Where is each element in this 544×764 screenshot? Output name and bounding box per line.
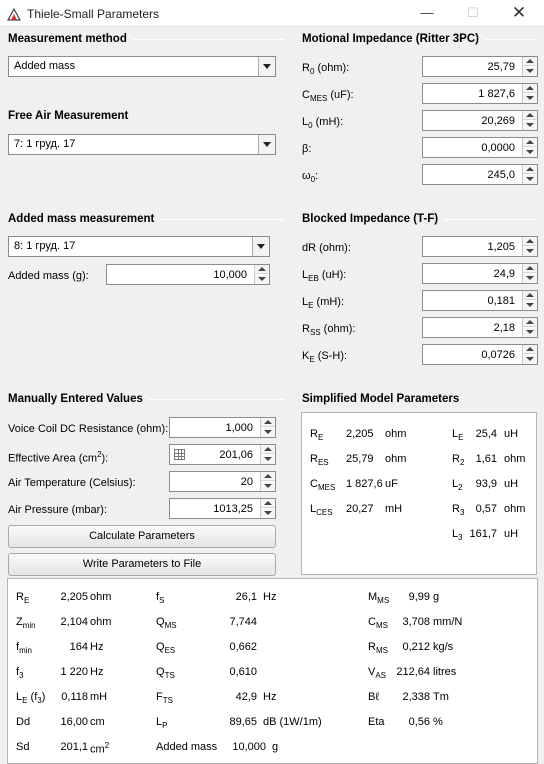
spin-up-icon[interactable] [261,418,275,427]
results-symbol: $f_{min}$ [16,641,32,656]
spin-up-icon[interactable] [523,111,537,120]
results-value: 201,1 [60,741,88,753]
blocked-spinner-3[interactable] [522,318,537,337]
measurement-method-select[interactable] [8,56,276,77]
spin-down-icon[interactable] [523,148,537,157]
window-title: Thiele-Small Parameters [27,7,160,21]
simplified-right-symbol: $L_3$ [452,528,463,543]
effective-area-spinner[interactable] [260,445,275,464]
blocked-spinner-1[interactable] [522,264,537,283]
spin-up-icon[interactable] [255,265,269,274]
motional-input-1[interactable] [422,83,538,104]
results-unit: Hz [90,666,104,678]
results-unit: mH [90,691,108,703]
results-symbol: $Q_{MS}$ [156,616,177,631]
spin-down-icon[interactable] [523,67,537,76]
results-symbol: $L_E$ $(f_3)$ [16,691,46,706]
results-symbol: Added mass [156,741,218,753]
spin-up-icon[interactable] [523,237,537,246]
results-value: 0,662 [229,641,257,653]
measurement-method-header [8,33,284,45]
air-pressure-spinner[interactable] [260,499,275,518]
simplified-right-value: 93,9 [475,478,497,490]
motional-input-4[interactable] [422,164,538,185]
results-value: 2,205 [60,591,88,603]
simplified-panel [301,412,537,575]
results-symbol: Dd [16,716,31,728]
motional-label-0: $R_0$ (ohm): [302,62,350,77]
spin-down-icon[interactable] [261,428,275,437]
motional-title: Motional Impedance (Ritter 3PC) [302,33,479,45]
simplified-right-unit: uH [504,478,519,490]
results-unit: kg/s [433,641,454,653]
simplified-left-unit: ohm [385,453,407,465]
results-value: 2,104 [60,616,88,628]
spin-down-icon[interactable] [523,355,537,364]
blocked-input-0[interactable] [422,236,538,257]
motional-spinner-4[interactable] [522,165,537,184]
results-symbol: $R_E$ [16,591,30,606]
simplified-right-symbol: $R_2$ [452,453,465,468]
added-mass-select[interactable] [8,236,270,257]
spin-down-icon[interactable] [523,121,537,130]
results-unit: ohm [90,616,112,628]
results-symbol: $f_S$ [156,591,165,606]
simplified-left-value: 20,27 [346,503,374,515]
calculate-parameters-button[interactable]: Calculate Parameters [8,525,276,548]
results-value: 164 [69,641,88,653]
results-value: 1 220 [60,666,88,678]
results-symbol: $M_{MS}$ [368,591,390,606]
spin-up-icon[interactable] [523,138,537,147]
simplified-left-unit: mH [385,503,403,515]
air-temperature-spinner[interactable] [260,472,275,491]
voice-coil-label: Voice Coil DC Resistance (ohm): [8,423,169,435]
results-unit: ohm [90,591,112,603]
spin-up-icon[interactable] [523,291,537,300]
app-icon [6,6,22,22]
motional-value-3: 0,0000 [481,142,515,154]
motional-label-3: β: [302,143,312,155]
spin-up-icon[interactable] [523,318,537,327]
simplified-right-symbol: $R_3$ [452,503,465,518]
simplified-right-unit: ohm [504,453,526,465]
spin-down-icon[interactable] [255,275,269,284]
results-value: 10,000 [232,741,266,753]
blocked-label-0: dR (ohm): [302,242,351,254]
simplified-right-unit: uH [504,528,519,540]
results-symbol: $V_{AS}$ [368,666,387,681]
results-unit: g [272,741,279,753]
simplified-right-symbol: $L_2$ [452,478,463,493]
chevron-down-icon[interactable] [252,237,269,256]
motional-label-4: $\omega_0$: [302,170,319,185]
results-value: 42,9 [235,691,257,703]
results-value: 16,00 [60,716,88,728]
blocked-value-1: 24,9 [493,268,515,280]
blocked-header [302,213,538,225]
motional-label-2: $L_0$ (mH): [302,116,344,131]
simplified-left-value: 1 827,6 [346,478,383,490]
calculator-icon[interactable] [174,449,185,460]
results-value: 9,99 [408,591,430,603]
simplified-right-symbol: $L_E$ [452,428,464,443]
air-temperature-input[interactable] [169,471,276,492]
added-mass-header [8,213,284,225]
spin-down-icon[interactable] [523,94,537,103]
blocked-input-4[interactable] [422,344,538,365]
simplified-left-symbol: $L_{CES}$ [310,503,333,518]
results-unit: $cm^2$ [90,741,110,756]
spin-down-icon[interactable] [523,247,537,256]
results-value: 0,610 [229,666,257,678]
write-parameters-button[interactable]: Write Parameters to File [8,553,276,576]
chevron-down-icon[interactable] [258,57,275,76]
simplified-right-value: 1,61 [475,453,497,465]
results-panel [7,578,538,764]
results-symbol: $C_{MS}$ [368,616,388,631]
results-unit: cm [90,716,105,728]
measurement-method-value: Added mass [14,60,76,72]
title-bar [0,0,544,27]
results-unit: Hz [263,591,277,603]
spin-up-icon[interactable] [261,472,275,481]
maximize-button[interactable]: ☐ [467,5,479,20]
spin-up-icon[interactable] [523,264,537,273]
blocked-value-4: 0,0726 [481,349,515,361]
added-mass-value: 8: 1 груд. 17 [14,240,76,252]
air-temperature-label: Air Temperature (Celsius): [8,477,136,489]
blocked-value-3: 2,18 [493,322,515,334]
blocked-title: Blocked Impedance (T-F) [302,213,439,225]
free-air-select[interactable] [8,134,276,155]
spin-down-icon[interactable] [523,175,537,184]
minimize-button[interactable]: — [420,5,434,20]
simplified-left-unit: ohm [385,428,407,440]
results-unit: mm/N [433,616,463,628]
air-pressure-label: Air Pressure (mbar): [8,504,108,516]
spin-down-icon[interactable] [523,274,537,283]
blocked-input-2[interactable] [422,290,538,311]
simplified-left-symbol: $C_{MES}$ [310,478,336,493]
results-value: 3,708 [402,616,430,628]
added-mass-spinner[interactable] [254,265,269,284]
results-symbol: $Z_{min}$ [16,616,36,631]
added-mass-input-value: 10,000 [213,269,247,281]
results-unit: litres [433,666,457,678]
simplified-title: Simplified Model Parameters [302,393,460,405]
effective-area-value: 201,06 [219,449,253,461]
motional-label-1: $C_{MES}$ (uF): [302,89,354,104]
air-pressure-input[interactable] [169,498,276,519]
results-symbol: $R_{MS}$ [368,641,388,656]
results-value: 0,56 [408,716,430,728]
simplified-left-value: 25,79 [346,453,374,465]
spin-up-icon[interactable] [523,345,537,354]
results-symbol: $f_3$ [16,666,24,681]
measurement-method-title: Measurement method [8,33,127,45]
effective-area-input[interactable] [169,444,276,465]
simplified-right-unit: uH [504,428,519,440]
results-symbol: Eta [368,716,385,728]
motional-value-1: 1 827,6 [478,88,515,100]
results-value: 26,1 [235,591,257,603]
spin-down-icon[interactable] [261,509,275,518]
blocked-value-0: 1,205 [487,241,515,253]
motional-input-3[interactable] [422,137,538,158]
results-symbol: $Q_{ES}$ [156,641,176,656]
results-value: 212,64 [396,666,430,678]
simplified-left-value: 2,205 [346,428,374,440]
results-value: 2,338 [402,691,430,703]
simplified-right-unit: ohm [504,503,526,515]
free-air-header [8,110,284,122]
results-value: 7,744 [229,616,257,628]
voice-coil-input[interactable] [169,417,276,438]
motional-header [302,33,538,45]
results-unit: Hz [263,691,277,703]
spin-up-icon[interactable] [261,445,275,454]
blocked-spinner-0[interactable] [522,237,537,256]
motional-spinner-2[interactable] [522,111,537,130]
results-value: 0,118 [61,691,88,703]
simplified-right-value: 25,4 [475,428,497,440]
blocked-label-2: $L_E$ (mH): [302,296,345,311]
results-symbol: Sd [16,741,30,753]
results-value: 89,65 [229,716,257,728]
motional-value-2: 20,269 [481,115,515,127]
effective-area-label: Effective Area $(cm^2)$: [8,450,109,465]
spin-up-icon[interactable] [523,57,537,66]
results-unit: Hz [90,641,104,653]
motional-input-2[interactable] [422,110,538,131]
results-symbol: $F_{TS}$ [156,691,173,706]
motional-value-0: 25,79 [487,61,515,73]
blocked-spinner-4[interactable] [522,345,537,364]
manual-title: Manually Entered Values [8,393,143,405]
added-mass-title: Added mass measurement [8,213,155,225]
motional-spinner-3[interactable] [522,138,537,157]
free-air-value: 7: 1 груд. 17 [14,138,76,150]
spin-up-icon[interactable] [523,165,537,174]
spin-down-icon[interactable] [261,482,275,491]
air-temperature-value: 20 [240,476,253,488]
results-unit: % [433,716,443,728]
results-symbol: Bℓ [368,691,379,703]
simplified-left-symbol: $R_E$ [310,428,324,443]
simplified-right-value: 161,7 [469,528,497,540]
added-mass-input[interactable] [106,264,270,285]
spin-up-icon[interactable] [523,84,537,93]
simplified-left-unit: uF [385,478,398,490]
free-air-title: Free Air Measurement [8,110,129,122]
simplified-right-value: 0,57 [475,503,497,515]
results-symbol: $L_P$ [156,716,168,731]
results-value: 0,212 [402,641,430,653]
chevron-down-icon[interactable] [258,135,275,154]
spin-down-icon[interactable] [523,301,537,310]
results-unit: g [433,591,440,603]
spin-up-icon[interactable] [261,499,275,508]
simplified-left-symbol: $R_{ES}$ [310,453,329,468]
blocked-value-2: 0,181 [487,295,515,307]
blocked-label-1: $L_{EB}$ (uH): [302,269,347,284]
results-unit: dB (1W/1m) [263,716,322,728]
voice-coil-spinner[interactable] [260,418,275,437]
blocked-input-3[interactable] [422,317,538,338]
motional-spinner-0[interactable] [522,57,537,76]
blocked-input-1[interactable] [422,263,538,284]
blocked-label-4: $K_E$ (S-H): [302,350,348,365]
results-unit: Tm [433,691,449,703]
added-mass-label: Added mass (g): [8,270,89,282]
simplified-header [302,393,538,405]
close-button[interactable]: ✕ [511,3,527,22]
blocked-label-3: $R_{SS}$ (ohm): [302,323,356,338]
motional-spinner-1[interactable] [522,84,537,103]
motional-value-4: 245,0 [487,169,515,181]
manual-header [8,393,284,405]
air-pressure-value: 1013,25 [213,503,253,515]
voice-coil-value: 1,000 [225,422,253,434]
spin-down-icon[interactable] [523,328,537,337]
blocked-spinner-2[interactable] [522,291,537,310]
results-symbol: $Q_{TS}$ [156,666,175,681]
spin-down-icon[interactable] [261,455,275,464]
motional-input-0[interactable] [422,56,538,77]
